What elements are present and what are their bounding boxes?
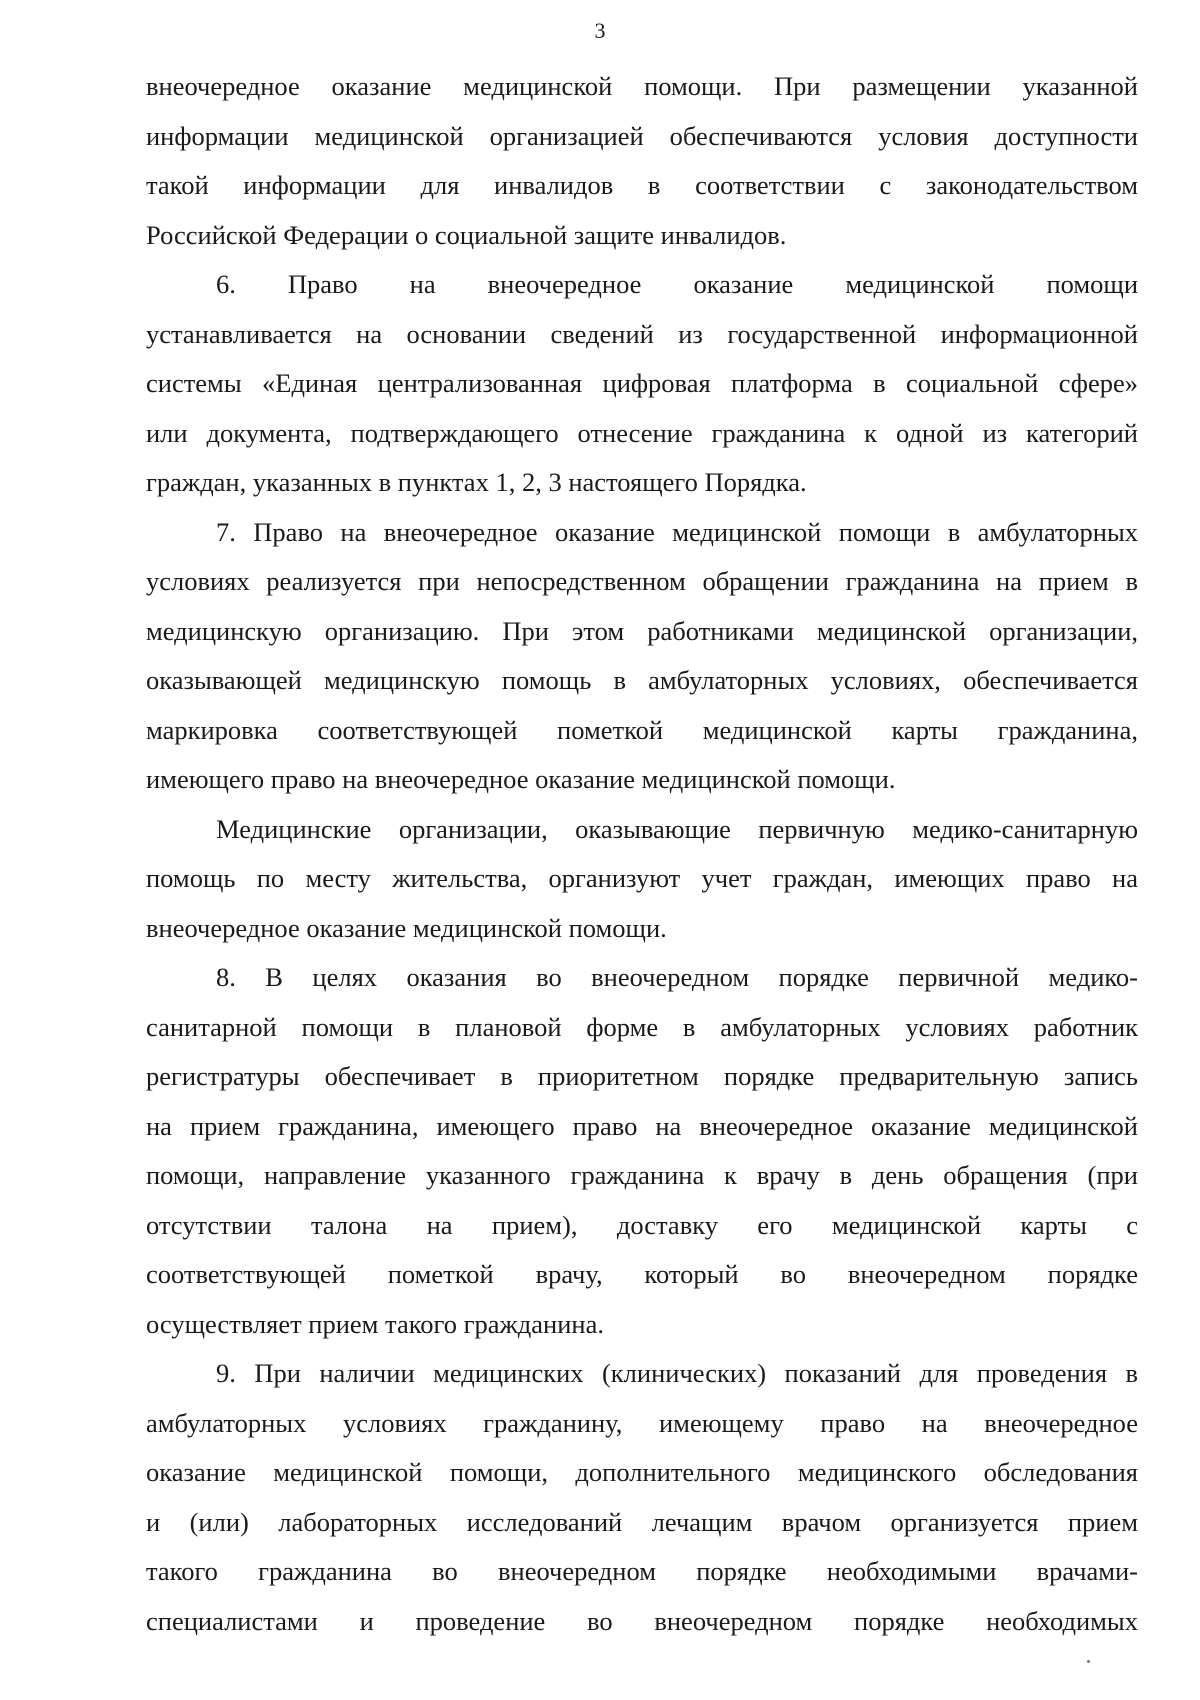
text-line: граждан, указанных в пунктах 1, 2, 3 настоящего Порядка. bbox=[146, 467, 807, 497]
text-line: отсутствии талона на прием), доставку его медицинской карты с bbox=[146, 1209, 1138, 1240]
text-line: на прием гражданина, имеющего право на внеочередное оказание медицинской bbox=[146, 1110, 1138, 1141]
text-line: устанавливается на основании сведений из государственной информационной bbox=[146, 318, 1138, 349]
text-line: специалистами и проведение во внеочередном порядке необходимых bbox=[146, 1605, 1138, 1636]
text-line: амбулаторных условиях гражданину, имеющему право на внеочередное bbox=[146, 1407, 1138, 1438]
paragraph-8-first-line: 8. В целях оказания во внеочередном порядке первичной медико- bbox=[216, 962, 1138, 992]
text-line: регистратуры обеспечивает в приоритетном порядке предварительную запись bbox=[146, 1061, 1138, 1091]
text-line: Российской Федерации о социальной защите инвалидов. bbox=[146, 219, 787, 250]
paragraph-9-first-line: 9. При наличии медицинских (клинических) показаний для проведения в bbox=[216, 1358, 1138, 1388]
text-line: информации медицинской организацией обеспечиваются условия доступности bbox=[146, 120, 1138, 151]
text-line: условиях реализуется при непосредственном обращении гражданина на прием в bbox=[146, 566, 1138, 596]
text-line: такой информации для инвалидов в соответствии с законодательством bbox=[146, 170, 1138, 200]
text-line: помощь по месту жительства, организуют учет граждан, имеющих право на bbox=[146, 863, 1138, 893]
text-line: имеющего право на внеочередное оказание медицинской помощи. bbox=[146, 764, 896, 794]
text-line: и (или) лабораторных исследований лечащим врачом организуется прием bbox=[146, 1506, 1138, 1537]
text-line: оказание медицинской помощи, дополнительного медицинского обследования bbox=[146, 1457, 1138, 1487]
scan-artifact bbox=[1087, 1660, 1090, 1663]
paragraph-7-first-line: 7. Право на внеочередное оказание медицинской помощи в амбулаторных bbox=[216, 516, 1138, 547]
text-line: санитарной помощи в плановой форме в амбулаторных условиях работник bbox=[146, 1011, 1138, 1042]
paragraph-7b-first-line: Медицинские организации, оказывающие первичную медико-санитарную bbox=[216, 813, 1138, 844]
page-number: 3 bbox=[594, 18, 606, 43]
text-line: системы «Единая централизованная цифровая платформа в социальной сфере» bbox=[146, 368, 1138, 398]
text-line: соответствующей пометкой врачу, который во внеочередном порядке bbox=[146, 1259, 1138, 1289]
text-line: медицинскую организацию. При этом работниками медицинской организации, bbox=[146, 615, 1138, 646]
text-line: или документа, подтверждающего отнесение гражданина к одной из категорий bbox=[146, 417, 1138, 448]
text-line: внеочередное оказание медицинской помощи. bbox=[146, 912, 667, 943]
text-line: осуществляет прием такого гражданина. bbox=[146, 1308, 604, 1339]
text-line: маркировка соответствующей пометкой медицинской карты гражданина, bbox=[146, 714, 1138, 745]
text-line: помощи, направление указанного гражданина к врачу в день обращения (при bbox=[146, 1160, 1138, 1190]
document-body bbox=[146, 62, 1138, 1646]
paragraph-6-first-line: 6. Право на внеочередное оказание медицинской помощи bbox=[216, 269, 1138, 299]
text-line: внеочередное оказание медицинской помощи. При размещении указанной bbox=[146, 71, 1138, 101]
text-line: такого гражданина во внеочередном порядке необходимыми врачами- bbox=[146, 1556, 1138, 1586]
text-line: оказывающей медицинскую помощь в амбулаторных условиях, обеспечивается bbox=[146, 665, 1138, 695]
